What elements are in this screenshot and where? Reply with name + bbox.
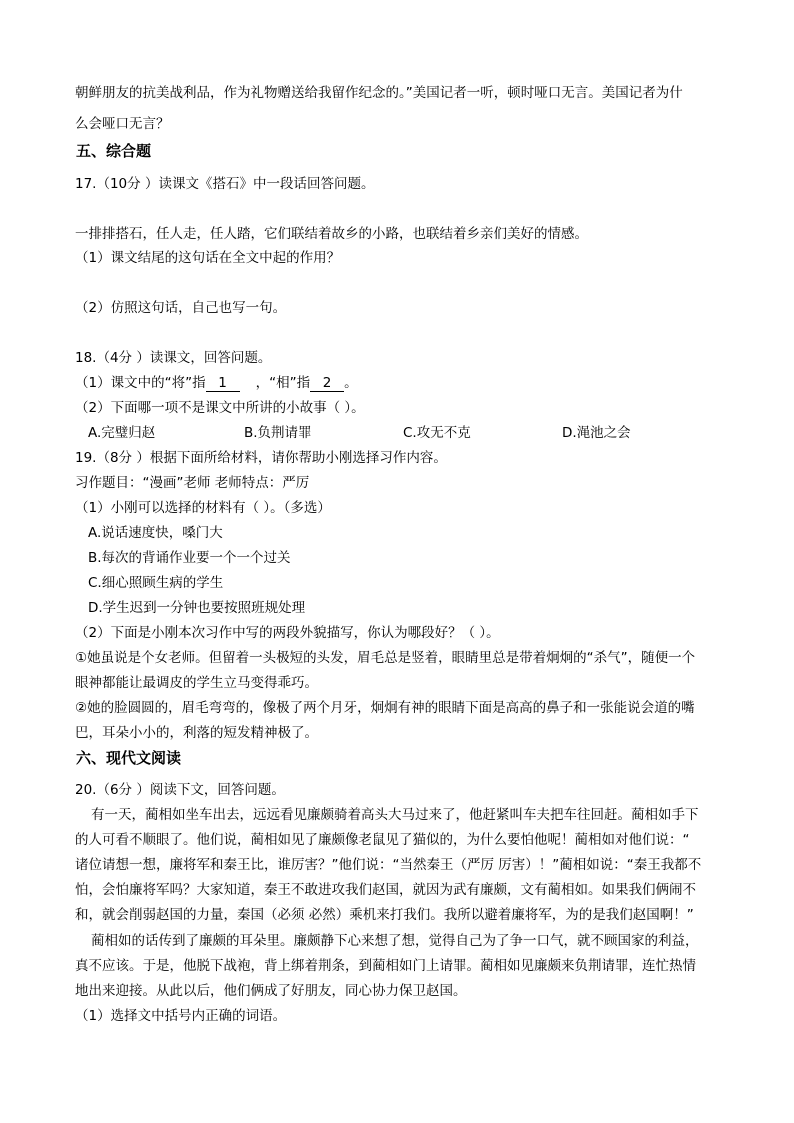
passage-line: 真不应该。于是，他脱下战袍，背上绑着荆条，到蔺相如门上请罪。蔺相如见廉颇来负荆请罪，连忙热情	[75, 958, 696, 974]
sub1-text-a: （1）课文中的“将”指	[75, 375, 206, 391]
question-19-topic: 习作题目：“漫画”老师 老师特点：严厉	[75, 475, 310, 491]
sub1-text-c: 。	[344, 375, 358, 391]
passage-line: 眼神都能让最调皮的学生立马变得乖巧。	[75, 675, 318, 691]
section-title: 五、综合题	[76, 142, 152, 160]
passage-line: 巴，耳朵小小的，利落的短发精神极了。	[75, 725, 318, 741]
passage-line: 蔺相如的话传到了廉颇的耳朵里。廉颇静下心来想了想，觉得自己为了争一口气，就不顾国家的利益，	[91, 933, 699, 949]
text-line: 朝鲜朋友的抗美战利品，作为礼物赠送给我留作纪念的。”美国记者一听，顿时哑口无言。美国记者为什	[75, 85, 683, 101]
option-c[interactable]: C.细心照顾生病的学生	[88, 575, 224, 591]
question-20-head: 20.（6分 ）阅读下文，回答问题。	[75, 782, 285, 798]
option-d[interactable]: D.学生迟到一分钟也要按照班规处理	[88, 600, 306, 616]
passage-line: 的人可看不顺眼了。他们说，蔺相如见了廉颇像老鼠见了猫似的，为什么要怕他呢！蔺相如对他们说：“	[75, 832, 690, 848]
option-b[interactable]: B.负荆请罪	[244, 425, 312, 441]
answer-blank-2[interactable]: 2	[310, 375, 344, 392]
question-17-passage: 一排排搭石，任人走，任人踏，它们联结着故乡的小路，也联结着乡亲们美好的情感。	[75, 226, 588, 242]
option-b[interactable]: B.每次的背诵作业要一个一个过关	[88, 550, 291, 566]
option-d[interactable]: D.渑池之会	[562, 425, 631, 441]
passage-line: 有一天，蔺相如坐车出去，远远看见廉颇骑着高头大马过来了，他赶紧叫车夫把车往回赶。蔺相如手下	[91, 807, 699, 823]
question-20-sub1: （1）选择文中括号内正确的词语。	[75, 1008, 287, 1024]
passage-line: ①她虽说是个女老师。但留着一头极短的头发，眉毛总是竖着，眼睛里总是带着炯炯的“杀气”，随便一个	[75, 650, 696, 666]
passage-line: 怕，会怕廉将军吗？大家知道，秦王不敢进攻我们赵国，就因为武有廉颇，文有蔺相如。如果我们俩闹不	[75, 882, 696, 898]
question-19-sub1: （1）小刚可以选择的材料有（ ）。（多选）	[75, 500, 331, 516]
answer-blank-1[interactable]: 1	[206, 375, 240, 392]
question-17-sub1: （1）课文结尾的这句话在全文中起的作用？	[75, 250, 341, 266]
question-18-sub1	[75, 373, 358, 393]
passage-line: 地出来迎接。从此以后，他们俩成了好朋友，同心协力保卫赵国。	[75, 983, 467, 999]
question-17-head: 17.（10分 ）读课文《搭石》中一段话回答问题。	[75, 176, 375, 192]
option-a[interactable]: A.完璧归赵	[88, 425, 156, 441]
question-18-head: 18.（4分 ）读课文，回答问题。	[75, 350, 272, 366]
section-title: 六、现代文阅读	[76, 749, 182, 767]
question-19-sub2: （2）下面是小刚本次习作中写的两段外貌描写，你认为哪段好？（ ）。	[75, 625, 500, 641]
sub1-text-b: ，“相”指	[255, 375, 311, 391]
passage-line: 诸位请想一想，廉将军和秦王比，谁厉害？”他们说：“当然秦王（严厉 厉害）！”蔺相如说：“秦王我都不	[75, 857, 702, 873]
question-19-head: 19.（8分 ）根据下面所给材料，请你帮助小刚选择习作内容。	[75, 450, 447, 466]
passage-line: 和，就会削弱赵国的力量，秦国（必须 必然）乘机来打我们。我所以避着廉将军，为的是我们赵国啊！”	[75, 907, 694, 923]
question-17-sub2: （2）仿照这句话，自己也写一句。	[75, 300, 287, 316]
question-18-options	[88, 423, 748, 443]
text-line: 么会哑口无言？	[75, 116, 170, 132]
question-18-sub2: （2）下面哪一项不是课文中所讲的小故事（ ）。	[75, 400, 365, 416]
option-a[interactable]: A.说话速度快，嗓门大	[88, 525, 223, 541]
passage-line: ②她的脸圆圆的，眉毛弯弯的，像极了两个月牙，炯炯有神的眼睛下面是高高的鼻子和一张能说会道的嘴	[75, 700, 695, 716]
option-c[interactable]: C.攻无不克	[403, 425, 471, 441]
